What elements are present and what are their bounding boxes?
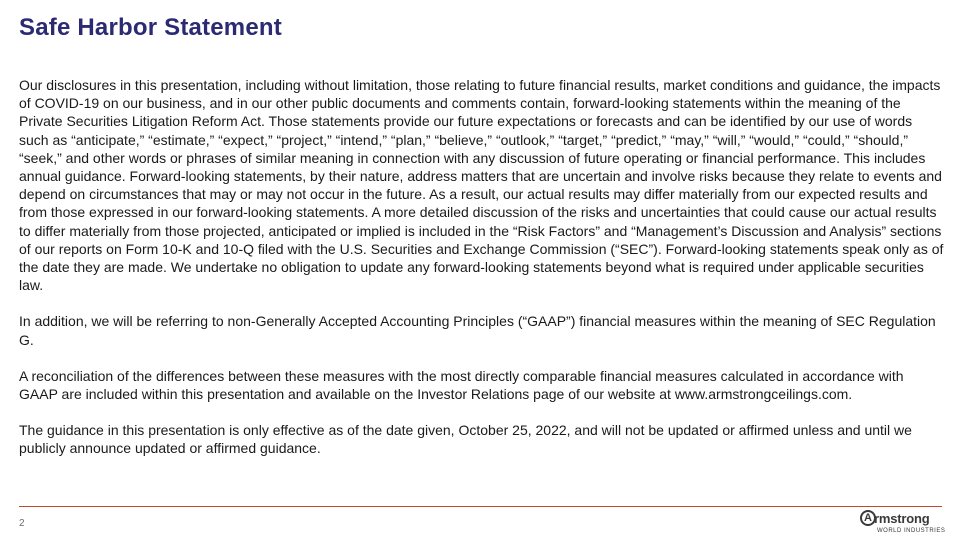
armstrong-logo: [860, 510, 946, 536]
footer-divider: [19, 506, 942, 507]
paragraph-non-gaap: In addition, we will be referring to non-Generally Accepted Accounting Principles (“GAAP”) financial measures within the meaning of SEC Regulation G.: [19, 313, 936, 348]
paragraph-reconciliation: A reconciliation of the differences between these measures with the most directly comparable financial measures calculated in accordance with GAAP are included within this presentation and available on the Investor Relations page of our website at www.armstrongceilings.com.: [19, 367, 904, 403]
safe-harbor-body: [19, 76, 944, 476]
logo-wordmark: [860, 510, 929, 526]
page-number: 2: [19, 518, 25, 529]
logo-text: rmstrong: [874, 510, 930, 526]
logo-subtitle: WORLD INDUSTRIES: [877, 528, 946, 534]
paragraph-forward-looking: Our disclosures in this presentation, including without limitation, those relating to future financial results, market conditions and guidance, the impacts of COVID-19 on our business, and in our other public documents and comments contain, forward-looking statements within the meaning of the Private Securities Litigation Reform Act. Those statements provide our future expectations or forecasts and can be identified by our use of words such as “anticipate,” “estimate,” “expect,” “project,” “intend,” “plan,” “believe,” “outlook,” “target,” “predict,” “may,” “will,” “would,” “could,” “should,” “seek,” and other words or phrases of similar meaning in connection with any discussion of future operating or financial performance. This includes annual guidance. Forward-looking statements, by their nature, address matters that are uncertain and involve risks because they relate to events and depend on circumstances that may or may not occur in the future. As a result, our actual results may differ materially from our expected results and from those expressed in our forward-looking statements. A more detailed discussion of the risks and uncertainties that could cause our actual results to differ materially from those projected, anticipated or implied is included in the “Risk Factors” and “Management’s Discussion and Analysis” sections of our reports on Form 10-K and 10-Q filed with the U.S. Securities and Exchange Commission (“SEC”). Forward-looking statements speak only as of the date they are made. We undertake no obligation to update any forward-looking statements beyond what is required under applicable securities law.: [19, 77, 944, 294]
armstrong-a-logo-icon: A: [860, 510, 876, 526]
slide-title: Safe Harbor Statement: [19, 14, 282, 41]
paragraph-guidance: The guidance in this presentation is only effective as of the date given, October 25, 2022, and will not be updated or affirmed unless and until we publicly announce updated or affirmed guidance.: [19, 422, 912, 457]
